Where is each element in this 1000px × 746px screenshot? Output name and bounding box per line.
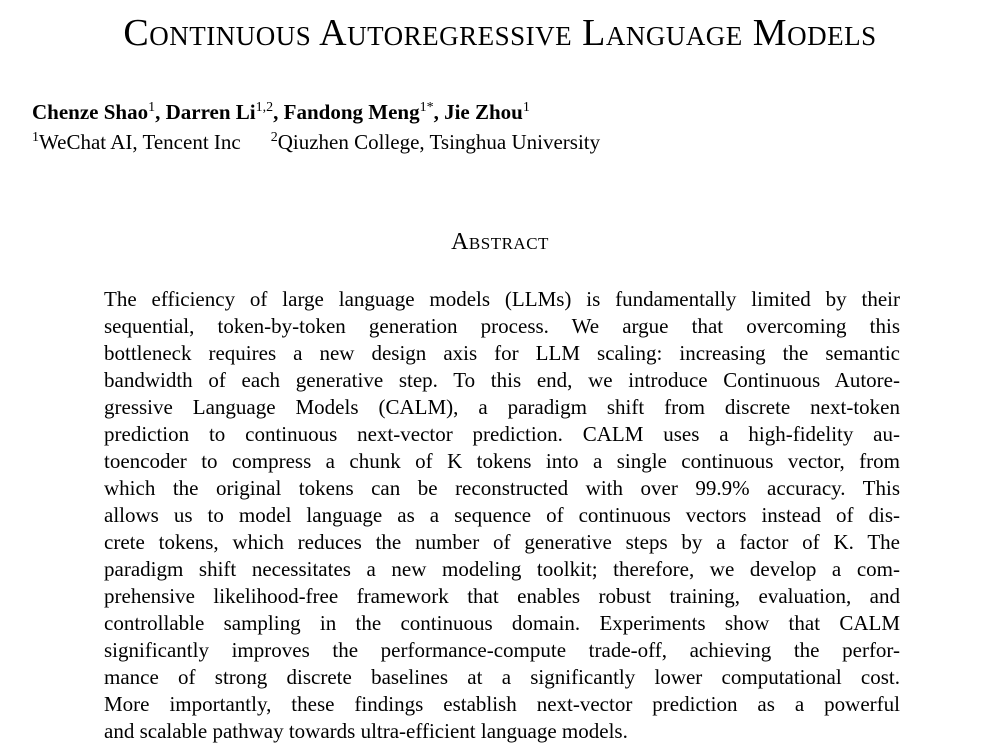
abstract-line: mance of strong discrete baselines at a significantly lower computational cost. xyxy=(104,665,900,689)
author-affiliation-marker: 1,2 xyxy=(255,100,274,115)
author-affiliation-marker: 1 xyxy=(522,100,530,115)
author-separator: , xyxy=(433,100,445,124)
abstract-line: gressive Language Models (CALM), a paradigm shift from discrete next-token xyxy=(104,395,900,419)
affiliation-list xyxy=(32,128,600,156)
abstract-line: allows us to model language as a sequence of continuous vectors instead of dis- xyxy=(104,503,900,527)
affiliation-name: WeChat AI, Tencent Inc xyxy=(39,130,241,154)
abstract-line: crete tokens, which reduces the number of generative steps by a factor of K. The xyxy=(104,530,900,554)
author-name: Chenze Shao xyxy=(32,100,149,124)
abstract-line: prehensive likelihood-free framework that enables robust training, evaluation, and xyxy=(104,584,900,608)
abstract-body xyxy=(104,286,900,745)
author-list xyxy=(32,98,530,126)
author-name: Fandong Meng xyxy=(283,100,420,124)
author-name: Darren Li xyxy=(165,100,256,124)
abstract-heading: Abstract xyxy=(451,229,549,255)
author-affiliation-marker: 1 xyxy=(148,100,156,115)
affiliation-marker: 2 xyxy=(270,130,278,145)
abstract-line: toencoder to compress a chunk of K tokens into a single continuous vector, from xyxy=(104,449,900,473)
abstract-line: More importantly, these findings establish next-vector prediction as a powerful xyxy=(104,692,900,716)
abstract-line: and scalable pathway towards ultra-efficient language models. xyxy=(104,719,628,743)
paper-title: Continuous Autoregressive Language Models xyxy=(123,12,877,54)
abstract-line: significantly improves the performance-compute trade-off, achieving the perfor- xyxy=(104,638,900,662)
author-separator: , xyxy=(155,100,166,124)
affiliation-name: Qiuzhen College, Tsinghua University xyxy=(277,130,601,154)
abstract-line: sequential, token-by-token generation process. We argue that overcoming this xyxy=(104,314,900,338)
author-name: Jie Zhou xyxy=(444,100,523,124)
abstract-line: bandwidth of each generative step. To this end, we introduce Continuous Autore- xyxy=(104,368,900,392)
abstract-line: The efficiency of large language models (LLMs) is fundamentally limited by their xyxy=(104,287,900,311)
abstract-line: which the original tokens can be reconstructed with over 99.9% accuracy. This xyxy=(104,476,900,500)
abstract-line: prediction to continuous next-vector prediction. CALM uses a high-fidelity au- xyxy=(104,422,900,446)
author-affiliation-marker: 1* xyxy=(419,100,434,115)
abstract-line: controllable sampling in the continuous domain. Experiments show that CALM xyxy=(104,611,900,635)
author-separator: , xyxy=(273,100,284,124)
abstract-line: bottleneck requires a new design axis for LLM scaling: increasing the semantic xyxy=(104,341,900,365)
affiliation-marker: 1 xyxy=(32,130,39,145)
abstract-line: paradigm shift necessitates a new modeling toolkit; therefore, we develop a com- xyxy=(104,557,900,581)
